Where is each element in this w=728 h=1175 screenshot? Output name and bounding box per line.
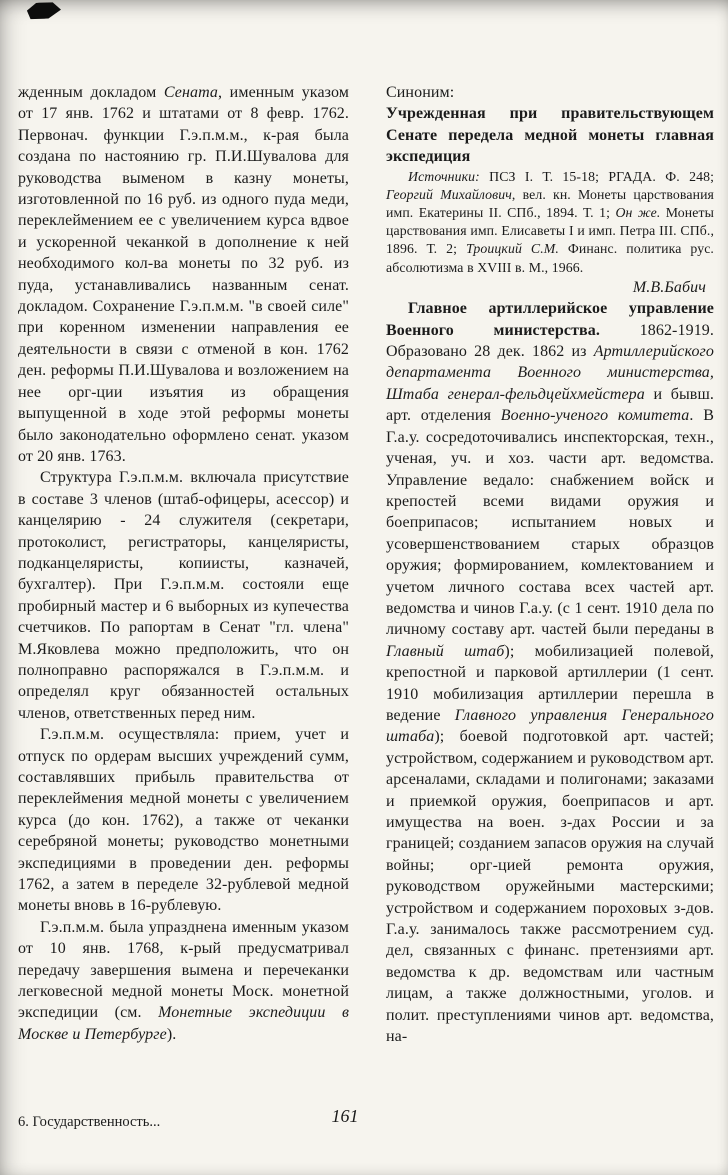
scan-artifact <box>26 0 62 20</box>
right-column <box>386 82 714 1047</box>
author-signature: М.В.Бабич <box>632 278 706 296</box>
left-column <box>18 82 349 1045</box>
page-number: 161 <box>331 1106 359 1126</box>
next-article-paragraph: Главное артиллерийское управление Военного министерства. 1862-1919. Образовано 28 дек. 1862 из Артиллерийского департамента Военного министерства, Штаба генерал-фельдцейхмейстера и бывш. арт. отделения Военно-ученого комитета. В Г.а.у. сосредоточивались инспекторская, техн., ученая, уч. и хоз. части арт. ведомства. Управление ведало: снабжением войск и крепостей всеми видами оружия и боеприпасов; испытанием новых и усовершенствованием старых образцов оружия; формированием, комлектованием и учетом личного состава всех частей арт. ведомства и чинов Г.а.у. (с 1 сент. 1910 дела по личному составу арт. частей были переданы в Главный штаб); мобилизацией полевой, крепостной и парковой артиллерии (1 сент. 1910 мобилизация артиллерии перешла в ведение Главного управления Генерального штаба); боевой подготовкой арт. частей; устройством, содержанием и руководством арт. арсеналами, складами и полигонами; заказами и приемкой оружия, боеприпасов и арт. имущества на воен. з-дах России и за границей; созданием запасов оружия на случай войны; орг-цией ремонта оружия, руководством оружейными мастерскими; устройством и содержанием пороховых з-дов. Г.а.у. занималось также рассмотрением суд. дел, связанных с финанс. претензиями арт. ведомства к др. ведомствам или частным лицам, а также должностными, уголов. и полит. преступлениями чинов арт. ведомства, на- <box>386 300 714 1046</box>
article-continuation-paragraph: жденным докладом Сената, именным указом от 17 янв. 1762 и штатами от 8 февр. 1762. Первонач. функции Г.э.п.м.м., к-рая была создана по настоянию гр. П.И.Шувалова для руководства выменом в казну монеты, изготовленной по 16 руб. из одного пуда меди, переклеймением ее с увеличением курса вдвое и ускоренной чеканкой в дополнение к ней необходимого кол-ва монеты по 32 руб. из пуда, устанавливались названным сенат. докладом. Сохранение Г.э.п.м.м. "в своей силе" при коренном изменении направления ее деятельности в связи с отменой в кон. 1762 ден. реформы П.И.Шувалова и возложением на нее орг-ции изъятия из обращения выпущенной в ходе этой реформы монеты было законодательно оформлено сенат. указом от 20 янв. 1763. <box>18 84 349 465</box>
signature-mark: 6. Государственность... <box>18 1114 161 1130</box>
functions-paragraph: Г.э.п.м.м. осуществляла: прием, учет и отпуск по ордерам высших учреждений сумм, составлявших прибыль правительства от переклеймения медной монеты с увеличением курса (до кон. 1762), а также от чеканки серебряной монеты; руководство монетными экспедициями в проведении ден. реформы 1762, а затем в переделе 32-рублевой медной монеты вновь в 16-рублевую. <box>18 726 349 915</box>
structure-paragraph: Структура Г.э.п.м.м. включала присутствие в составе 3 членов (штаб-офицеры, асессор) и канцелярию - 24 служителя (секретари, протоколист, регистраторы, канцеляристы, подканцеляристы, копиисты, казначей, бухгалтер). При Г.э.п.м.м. состояли еще пробирный мастер и 6 выборных из купечества счетчиков. По рапортам в Сенат "гл. члена" М.Яковлева можно предположить, что он полноправно распоряжался в Г.э.п.м.м. и определял круг обязанностей остальных членов, ответственных перед ним. <box>18 469 349 722</box>
abolition-paragraph: Г.э.п.м.м. была упразднена именным указом от 10 янв. 1768, к-рый предусматривал передачу завершения вымена и перечеканки легковесной медной монеты Моск. монетной экспедиции (см. Монетные экспедиции в Москве и Петербурге). <box>18 918 350 1043</box>
synonym-title: Учрежденная при правительствующем Сенате передела медной монеты главная экспедиция <box>386 105 714 166</box>
synonym-label: Синоним: <box>386 84 455 101</box>
sources-paragraph: Источники: ПСЗ I. Т. 15-18; РГАДА. Ф. 248; Георгий Михайлович, вел. кн. Монеты царствования имп. Екатерины II. СПб., 1894. Т. 1; Он же. Монеты царствования имп. Елисаветы I и имп. Петра III. СПб., 1896. Т. 2; Троицкий С.М. Финанс. политика рус. абсолютизма в XVIII в. М., 1966. <box>386 168 715 275</box>
